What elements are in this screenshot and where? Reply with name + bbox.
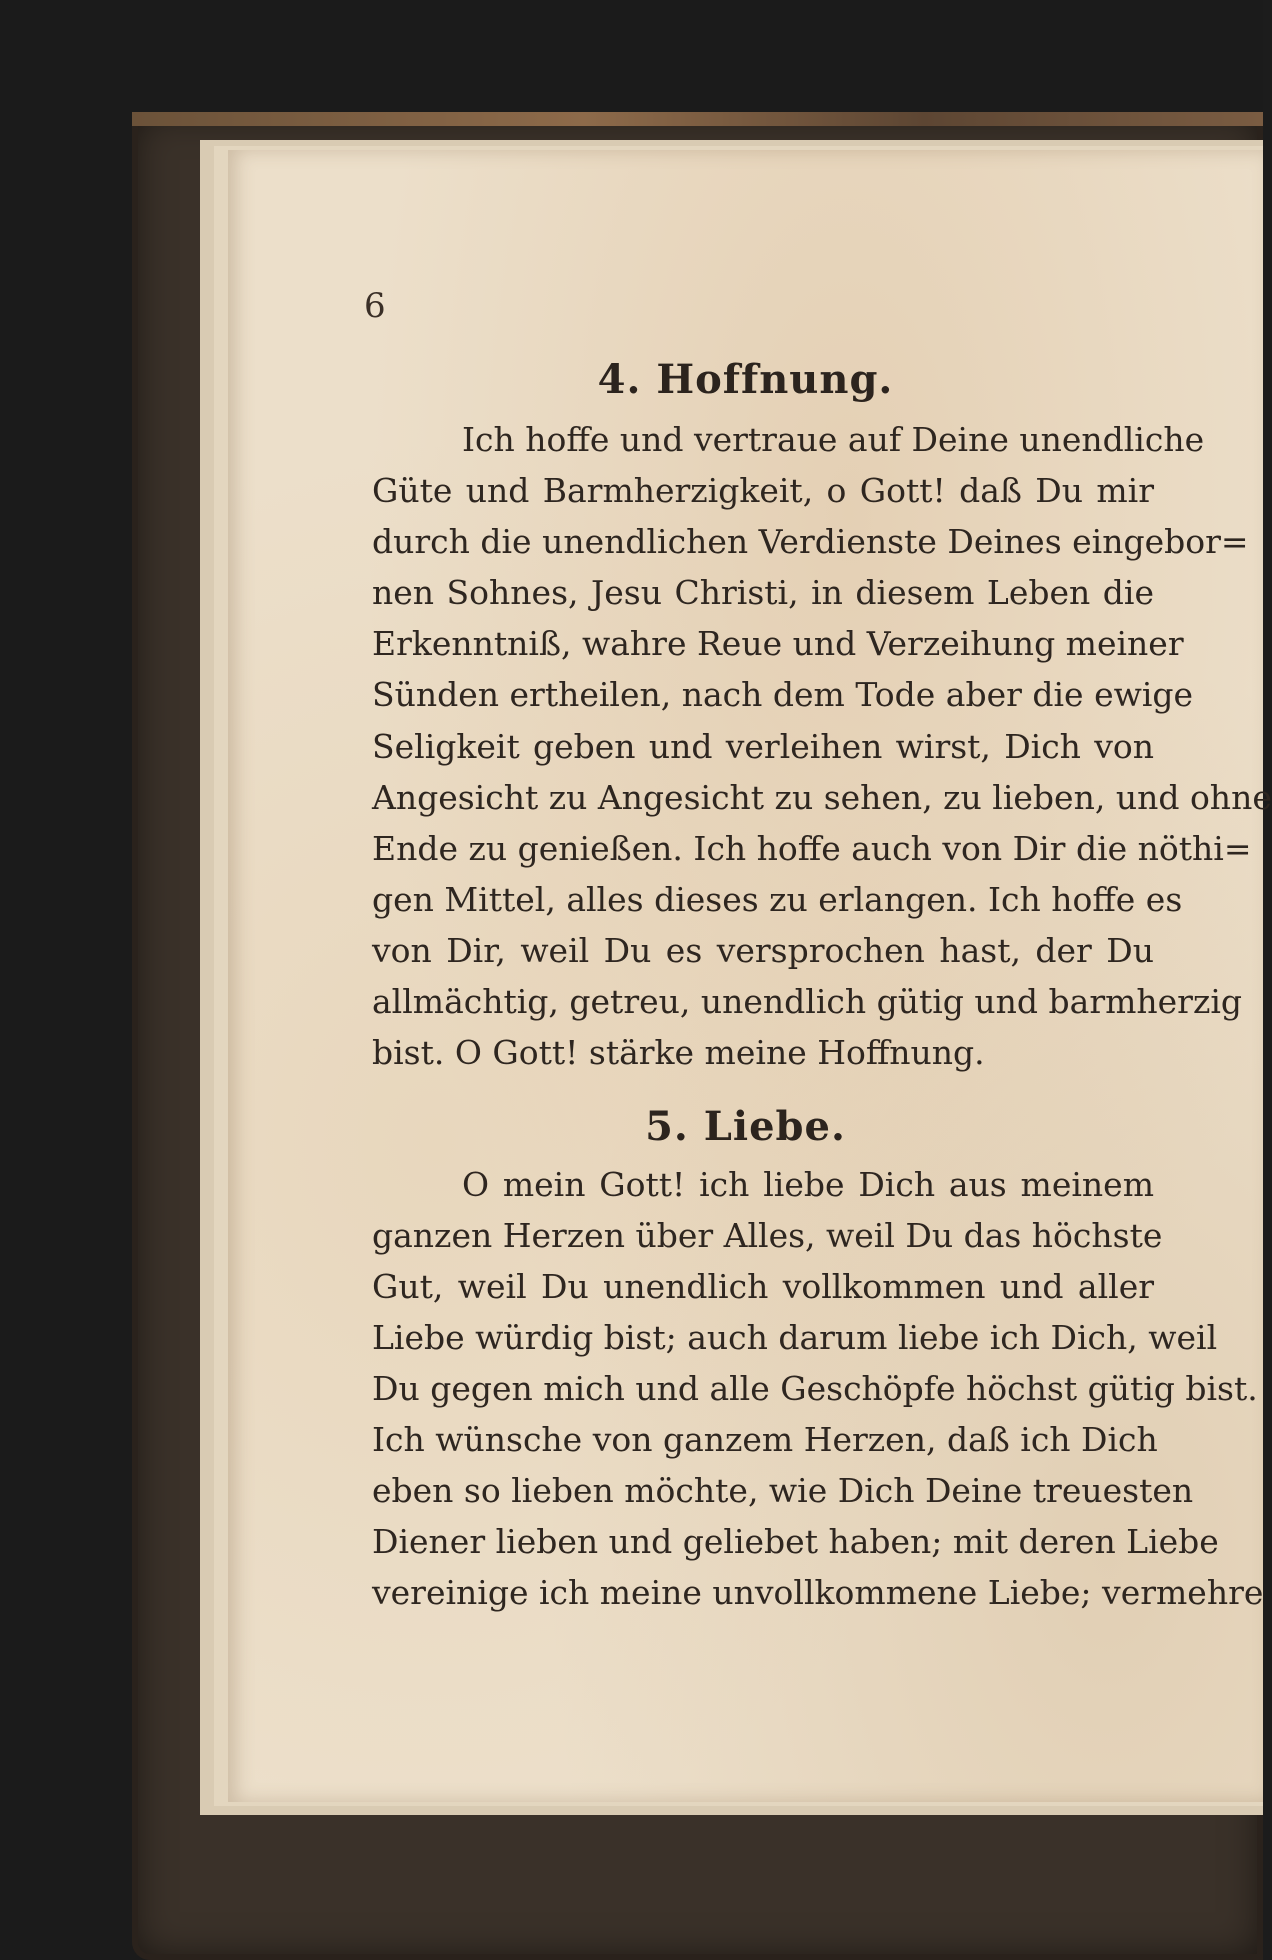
text-line: Seligkeit geben und verleihen wirst, Dich von [372, 727, 1154, 766]
text-line: Angesicht zu Angesicht zu sehen, zu lieben, und ohne [372, 778, 1272, 817]
text-line: Ende zu genießen. Ich hoffe auch von Dir die nöthi= [372, 829, 1252, 868]
text-line: O mein Gott! ich liebe Dich aus meinem [462, 1165, 1154, 1204]
page-number: 6 [364, 286, 386, 326]
text-line: Du gegen mich und alle Geschöpfe höchst gütig bist. [372, 1369, 1258, 1408]
text-line: Güte und Barmherzigkeit, o Gott! daß Du mir [372, 471, 1154, 510]
text-line: vereinige ich meine unvollkommene Liebe; vermehre [372, 1573, 1264, 1612]
text-line: gen Mittel, alles dieses zu erlangen. Ich hoffe es [372, 880, 1183, 919]
text-line: Ich hoffe und vertraue auf Deine unendliche [462, 420, 1205, 459]
text-line: eben so lieben möchte, wie Dich Deine treuesten [372, 1471, 1194, 1510]
text-line: nen Sohnes, Jesu Christi, in diesem Leben die [372, 573, 1154, 612]
text-line: allmächtig, getreu, unendlich gütig und barmherzig [372, 982, 1243, 1021]
section-heading-liebe: 5. Liebe. [645, 1103, 846, 1150]
text-line: Sünden ertheilen, nach dem Tode aber die ewige [372, 675, 1194, 714]
text-line: bist. O Gott! stärke meine Hoffnung. [372, 1033, 985, 1072]
book-cover-edge [132, 112, 1263, 126]
text-line: Diener lieben und geliebet haben; mit deren Liebe [372, 1522, 1219, 1561]
text-line: Ich wünsche von ganzem Herzen, daß ich Dich [372, 1420, 1158, 1459]
text-line: durch die unendlichen Verdienste Deines eingebor= [372, 522, 1249, 561]
section-heading-hoffnung: 4. Hoffnung. [597, 356, 894, 403]
text-line: Gut, weil Du unendlich vollkommen und aller [372, 1267, 1154, 1306]
text-line: Erkenntniß, wahre Reue und Verzeihung meiner [372, 624, 1184, 663]
text-line: Liebe würdig bist; auch darum liebe ich Dich, weil [372, 1318, 1218, 1357]
text-line: von Dir, weil Du es versprochen hast, der Du [372, 931, 1154, 970]
text-line: ganzen Herzen über Alles, weil Du das höchste [372, 1216, 1163, 1255]
